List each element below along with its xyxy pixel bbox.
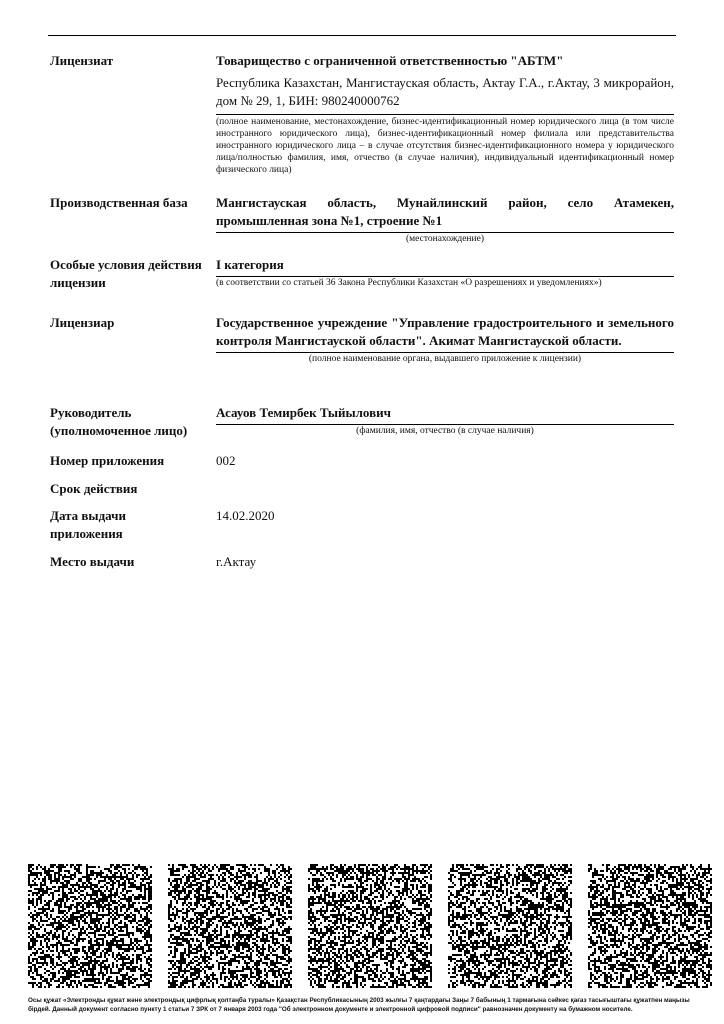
qr-code-1 xyxy=(28,864,152,988)
licensee-note: (полное наименование, местонахождение, бизнес-идентификационный номер юридического лица (в том числе иностранного юридического лица), бизнес-идентификационный номер филиала или представительства иностранного юридического лица – в случае отсутствия бизнес-идентификационного номера у юридического лица/полностью фамилия, имя, отчество (в случае наличия), индивидуальный идентификационный номер физического лица) xyxy=(216,117,674,175)
issue-place-value: г.Актау xyxy=(216,554,257,569)
special-conditions-note: (в соответствии со статьей 36 Закона Республики Казахстан «О разрешениях и уведомлениях») xyxy=(216,278,602,288)
production-base-label: Производственная база xyxy=(50,195,188,210)
licensor-value: Государственное учреждение "Управление градостроительного и земельного контроля Мангистауской области". Акимат Мангистауской области. xyxy=(216,315,674,348)
appendix-number-label: Номер приложения xyxy=(50,453,165,468)
special-conditions-value: I категория xyxy=(216,257,284,272)
licensee-rule xyxy=(216,114,674,115)
qr-code-row xyxy=(28,864,710,988)
issue-date-label: Дата выдачи приложения xyxy=(50,508,126,541)
qr-code-4 xyxy=(448,864,572,988)
head-value: Асауов Темирбек Тыйылович xyxy=(216,405,391,420)
qr-code-3 xyxy=(308,864,432,988)
head-label: Руководитель (уполномоченное лицо) xyxy=(50,405,188,438)
qr-code-5 xyxy=(588,864,712,988)
production-base-note: (местонахождение) xyxy=(406,234,484,244)
head-note: (фамилия, имя, отчество (в случае наличия) xyxy=(356,426,534,436)
appendix-number-value: 002 xyxy=(216,453,236,468)
qr-code-2 xyxy=(168,864,292,988)
licensee-name: Товарищество с ограниченной ответственностью "АБТМ" xyxy=(216,53,564,68)
licensor-note: (полное наименование органа, выдавшего приложение к лицензии) xyxy=(308,354,582,364)
issue-date-value: 14.02.2020 xyxy=(216,508,275,523)
licensee-label: Лицензиат xyxy=(50,53,114,68)
licensor-label: Лицензиар xyxy=(50,315,115,330)
top-rule xyxy=(48,35,676,36)
validity-label: Срок действия xyxy=(50,481,138,496)
special-conditions-label: Особые условия действия лицензии xyxy=(50,257,202,290)
issue-place-label: Место выдачи xyxy=(50,554,135,569)
footer-legal-note: Осы құжат «Электронды құжат және электрондық цифрлық қолтаңба туралы» Қазақстан Республикасының 2003 жылғы 7 қаңтардағы Заңы 7 бабының 1 тармағына сәйкес қағаз тасығыштағы құжатпен маңызы бірдей. Данный документ согласно пункту 1 статьи 7 ЗРК от 7 января 2003 года "Об электронном документе и электронной цифровой подписи" равнозначен документу на бумажном носителе. xyxy=(28,997,690,1013)
licensee-value xyxy=(216,52,674,176)
production-base-value: Мангистауская область, Мунайлинский район, село Атамекен, промышленная зона №1, строение №1 xyxy=(216,195,674,228)
licensee-address: Республика Казахстан, Мангистауская область, Актау Г.А., г.Актау, 3 микрорайон, дом № 29, 1, БИН: 980240000762 xyxy=(216,75,674,108)
